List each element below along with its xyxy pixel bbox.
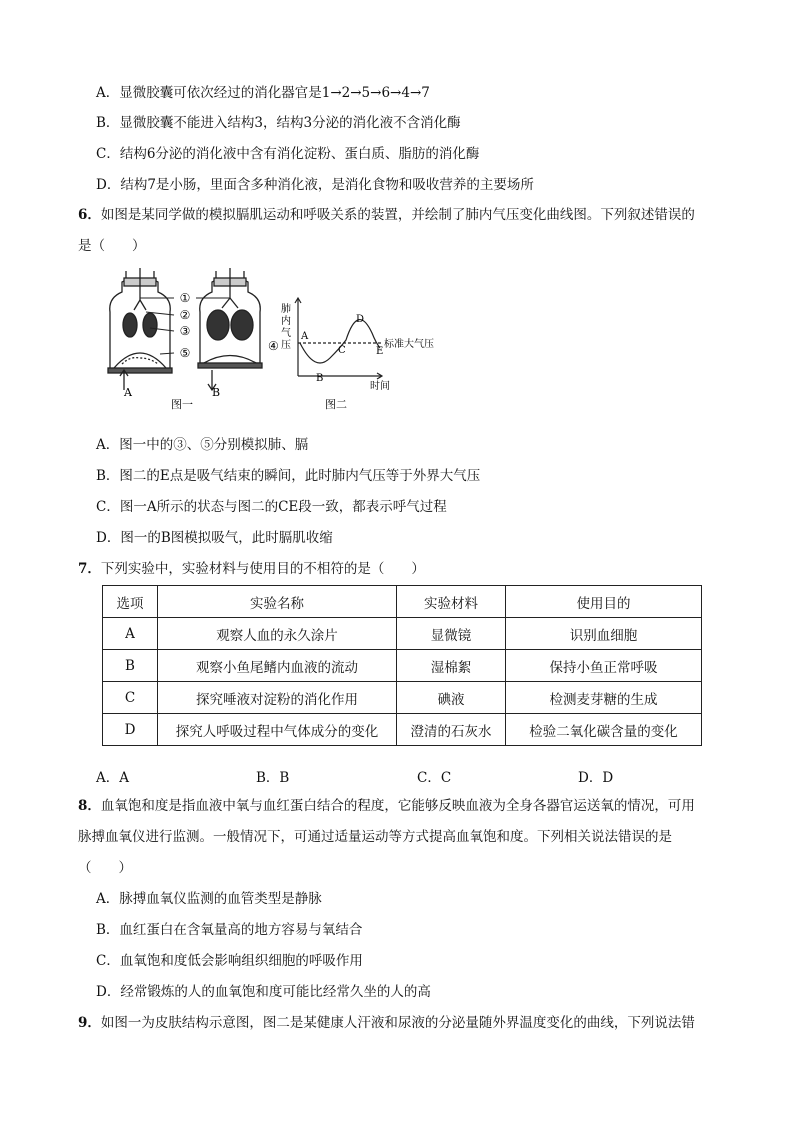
table-cell: 检测麦芽糖的生成 — [506, 682, 702, 714]
q7-table — [102, 585, 702, 746]
y-axis-label-1: 肺 — [281, 304, 291, 315]
header-material: 实验材料 — [397, 586, 506, 618]
label-2: ② — [179, 308, 191, 322]
table-row — [103, 714, 702, 746]
q6-stem-line2: 是（ ） — [78, 238, 146, 254]
q5-option-b: B．显微胶囊不能进入结构3，结构3分泌的消化液不含消化酶 — [96, 115, 461, 131]
table-cell: 碘液 — [397, 682, 506, 714]
point-b: B — [316, 373, 324, 384]
fig1-caption: 图一 — [171, 398, 193, 411]
table-cell: B — [103, 650, 158, 682]
q6-stem-line1: 如图是某同学做的模拟膈肌运动和呼吸关系的装置，并绘制了肺内气压变化曲线图。下列叙述错误的 — [100, 207, 695, 223]
q8-number: 8． — [78, 798, 101, 814]
q5-option-c: C．结构6分泌的消化液中含有消化淀粉、蛋白质、脂肪的消化酶 — [96, 146, 480, 162]
table-cell: 保持小鱼正常呼吸 — [506, 650, 702, 682]
jar-a — [108, 268, 172, 390]
q9-stem — [78, 1014, 695, 1032]
state-a-label: A — [124, 386, 132, 399]
y-axis-label-4: 压 — [281, 340, 291, 351]
q8-stem-line3: （ ） — [78, 860, 132, 876]
label-1: ① — [179, 291, 191, 305]
q8-option-d: D．经常锻炼的人的血氧饱和度可能比经常久坐的人的高 — [96, 984, 431, 1000]
table-cell: A — [103, 618, 158, 650]
x-axis-label: 时间 — [370, 381, 390, 392]
table-cell: 澄清的石灰水 — [397, 714, 506, 746]
point-d: D — [356, 314, 365, 325]
q7-stem-text: 下列实验中，实验材料与使用目的不相符的是（ ） — [100, 561, 425, 577]
q8-stem-line2: 脉搏血氧仪进行监测。一般情况下，可通过适量运动等方式提高血氧饱和度。下列相关说法错误的是 — [78, 829, 672, 845]
y-axis-label-3: 气 — [281, 328, 291, 339]
q8-stem — [78, 797, 695, 815]
q7-stem — [78, 560, 425, 578]
pressure-graph — [281, 298, 434, 411]
q8-option-a: A．脉搏血氧仪监测的血管类型是静脉 — [96, 891, 322, 907]
table-cell: 观察人血的永久涂片 — [158, 618, 397, 650]
state-b-label: B — [211, 386, 221, 399]
q6-option-c: C．图一A所示的状态与图二的CE段一致，都表示呼气过程 — [96, 499, 447, 515]
table-cell: 探究唾液对淀粉的消化作用 — [158, 682, 397, 714]
table-cell: 观察小鱼尾鳍内血液的流动 — [158, 650, 397, 682]
q7-number: 7． — [78, 561, 101, 577]
q6-number: 6． — [78, 207, 101, 223]
q6-option-d: D．图一的B图模拟吸气，此时膈肌收缩 — [96, 530, 333, 546]
y-axis-label-2: 内 — [281, 316, 291, 327]
q6-option-a: A．图一中的③、⑤分别模拟肺、膈 — [96, 437, 309, 453]
q7-option-b: B．B — [256, 770, 290, 786]
table-cell: C — [103, 682, 158, 714]
table-row — [103, 650, 702, 682]
q8-option-b: B．血红蛋白在含氧量高的地方容易与氧结合 — [96, 922, 363, 938]
q8-stem-line1: 血氧饱和度是指血液中氧与血红蛋白结合的程度，它能够反映血液为全身各器官运送氧的情况，可用 — [100, 798, 695, 814]
q8-option-c: C．血氧饱和度低会影响组织细胞的呼吸作用 — [96, 953, 363, 969]
table-cell: 显微镜 — [397, 618, 506, 650]
q5-option-a: A．显微胶囊可依次经过的消化器官是1→2→5→6→4→7 — [96, 85, 430, 101]
header-option: 选项 — [103, 586, 158, 618]
q6-figure — [100, 268, 470, 418]
q6-stem — [78, 206, 695, 224]
label-4: ④ — [268, 339, 279, 353]
reference-line-label: 标准大气压 — [384, 339, 434, 350]
label-3: ③ — [179, 324, 191, 338]
q9-stem-line1: 如图一为皮肤结构示意图，图二是某健康人汗液和尿液的分泌量随外界温度变化的曲线，下列说法错 — [100, 1015, 695, 1031]
q7-option-d: D．D — [578, 770, 614, 786]
point-a: A — [301, 331, 309, 342]
q7-option-a: A．A — [96, 770, 129, 786]
table-row — [103, 682, 702, 714]
header-experiment: 实验名称 — [158, 586, 397, 618]
table-cell: 探究人呼吸过程中气体成分的变化 — [158, 714, 397, 746]
table-cell: 识别血细胞 — [506, 618, 702, 650]
point-e: E — [376, 346, 384, 357]
table-cell: D — [103, 714, 158, 746]
q6-option-b: B．图二的E点是吸气结束的瞬间，此时肺内气压等于外界大气压 — [96, 468, 481, 484]
table-cell: 湿棉絮 — [397, 650, 506, 682]
label-5: ⑤ — [179, 346, 191, 360]
q5-option-d: D．结构7是小肠，里面含多种消化液，是消化食物和吸收营养的主要场所 — [96, 177, 534, 193]
header-purpose: 使用目的 — [506, 586, 702, 618]
table-row — [103, 618, 702, 650]
q9-number: 9． — [78, 1015, 101, 1031]
q7-option-c: C．C — [417, 770, 452, 786]
table-cell: 检验二氧化碳含量的变化 — [506, 714, 702, 746]
fig2-caption: 图二 — [325, 398, 347, 411]
point-c: C — [338, 345, 346, 356]
jar-b — [198, 268, 262, 390]
table-header-row — [103, 586, 702, 618]
